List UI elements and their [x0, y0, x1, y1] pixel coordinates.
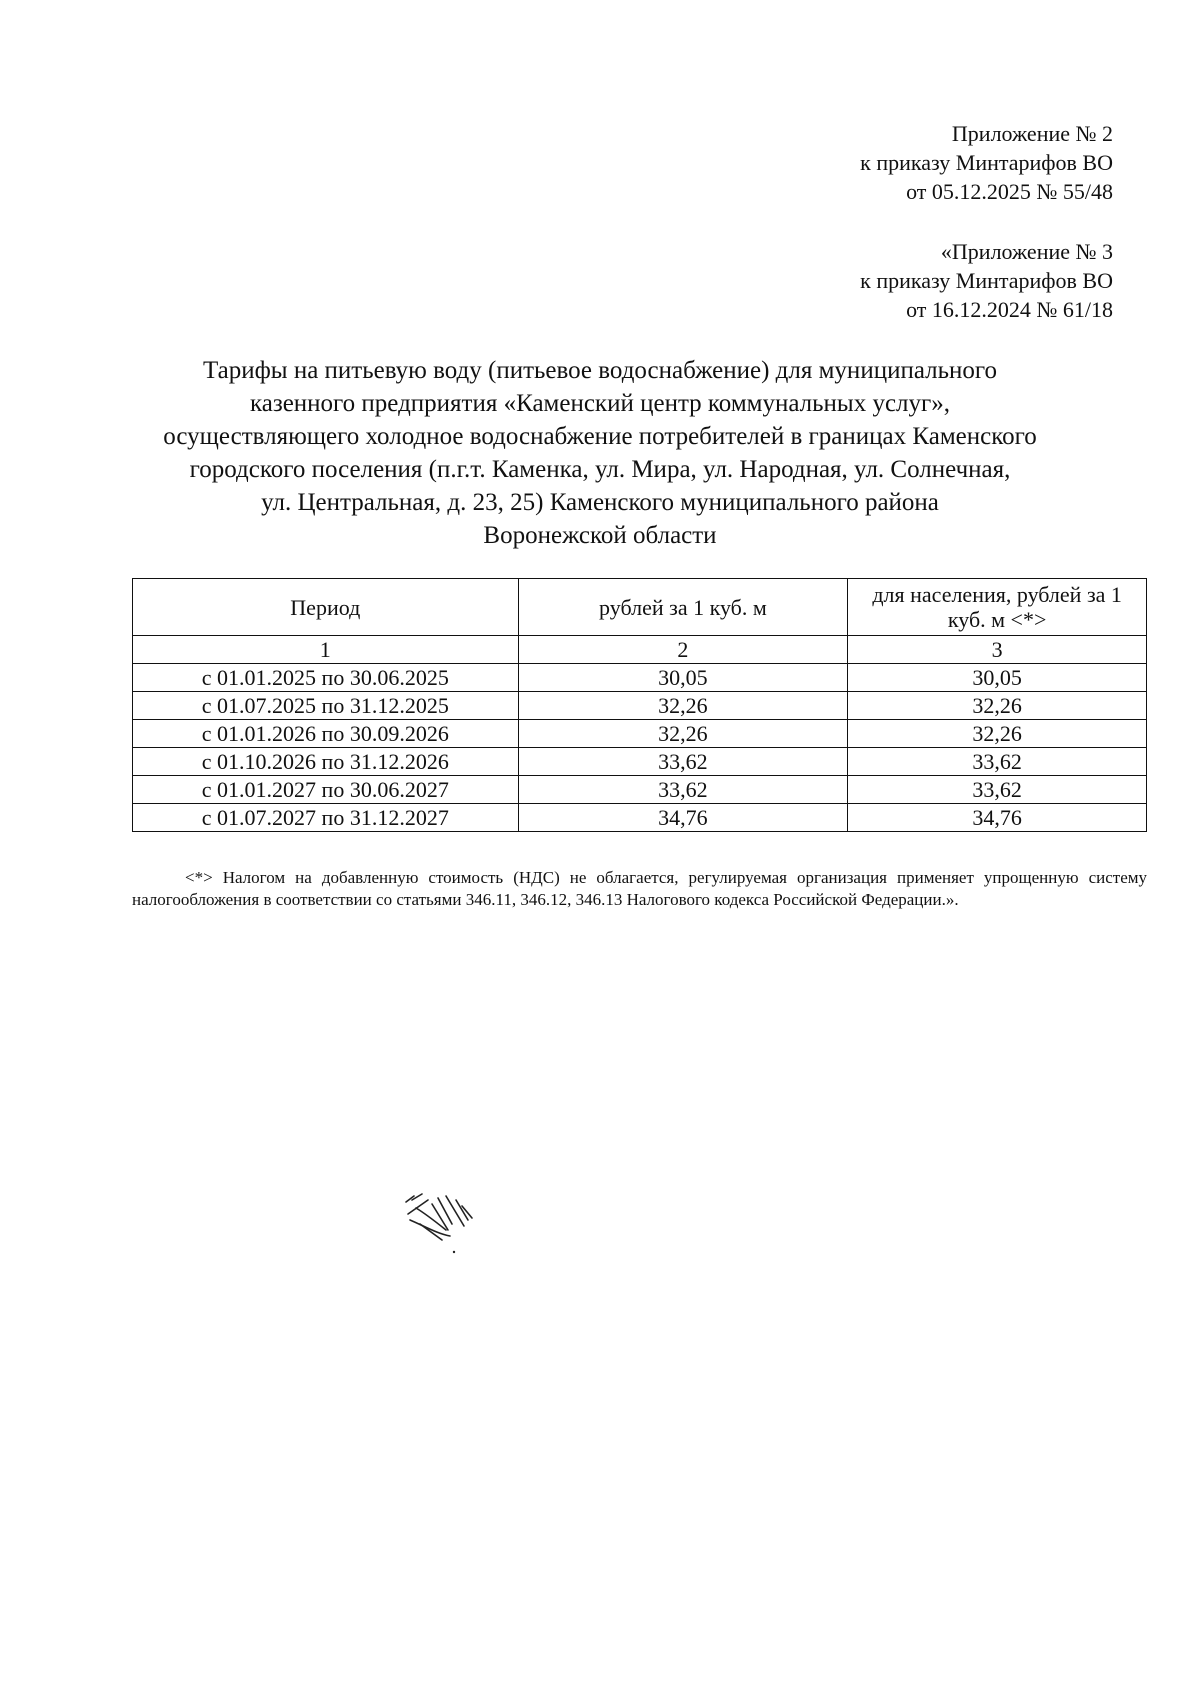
column-number: 2 [518, 636, 848, 664]
amended-appendix-number: «Приложение № 3 [940, 239, 1113, 264]
header-period: Период [133, 579, 519, 636]
column-number: 3 [848, 636, 1147, 664]
amended-appendix-order-date: от 16.12.2024 № 61/18 [906, 297, 1113, 322]
table-row [133, 720, 1147, 748]
title-line: Воронежской области [483, 522, 717, 549]
rate-cell: 33,62 [518, 776, 848, 804]
population-rate-cell: 33,62 [848, 776, 1147, 804]
rate-cell: 30,05 [518, 664, 848, 692]
rate-cell: 32,26 [518, 692, 848, 720]
header-rate: рублей за 1 куб. м [518, 579, 848, 636]
column-number-row [133, 636, 1147, 664]
document-title [100, 354, 1100, 552]
amended-appendix-header [860, 237, 1113, 324]
appendix-header [860, 119, 1113, 206]
population-rate-cell: 34,76 [848, 804, 1147, 832]
period-cell: с 01.10.2026 по 31.12.2026 [133, 748, 519, 776]
handwritten-signature [402, 1190, 512, 1270]
table-row [133, 748, 1147, 776]
title-line: казенного предприятия «Каменский центр коммунальных услуг», [249, 390, 951, 417]
period-cell: с 01.07.2025 по 31.12.2025 [133, 692, 519, 720]
appendix-order-ref: к приказу Минтарифов ВО [860, 150, 1113, 175]
population-rate-cell: 32,26 [848, 692, 1147, 720]
period-cell: с 01.07.2027 по 31.12.2027 [133, 804, 519, 832]
period-cell: с 01.01.2026 по 30.09.2026 [133, 720, 519, 748]
table-row [133, 664, 1147, 692]
table-row [133, 692, 1147, 720]
rate-cell: 32,26 [518, 720, 848, 748]
table-row [133, 776, 1147, 804]
period-cell: с 01.01.2025 по 30.06.2025 [133, 664, 519, 692]
tariff-table [132, 578, 1147, 832]
column-number: 1 [133, 636, 519, 664]
table-row [133, 804, 1147, 832]
period-cell: с 01.01.2027 по 30.06.2027 [133, 776, 519, 804]
title-line: Тарифы на питьевую воду (питьевое водоснабжение) для муниципального [202, 357, 998, 384]
population-rate-cell: 30,05 [848, 664, 1147, 692]
header-population-rate: для населения, рублей за 1 куб. м <*> [848, 579, 1147, 636]
title-line: городского поселения (п.г.т. Каменка, ул. Мира, ул. Народная, ул. Солнечная, [189, 456, 1011, 483]
population-rate-cell: 33,62 [848, 748, 1147, 776]
rate-cell: 34,76 [518, 804, 848, 832]
title-line: ул. Центральная, д. 23, 25) Каменского муниципального района [261, 489, 939, 516]
population-rate-cell: 32,26 [848, 720, 1147, 748]
footnote: <*> Налогом на добавленную стоимость (НДС) не облагается, регулируемая организация применяет упрощенную систему налогообложения в соответствии со статьями 346.11, 346.12, 346.13 Налогового кодекса Российской Федерации.». [132, 868, 1147, 909]
table-header-row [133, 579, 1147, 636]
appendix-order-date: от 05.12.2025 № 55/48 [906, 179, 1113, 204]
rate-cell: 33,62 [518, 748, 848, 776]
title-line: осуществляющего холодное водоснабжение потребителей в границах Каменского [163, 423, 1037, 450]
amended-appendix-order-ref: к приказу Минтарифов ВО [860, 268, 1113, 293]
appendix-number: Приложение № 2 [951, 121, 1113, 146]
